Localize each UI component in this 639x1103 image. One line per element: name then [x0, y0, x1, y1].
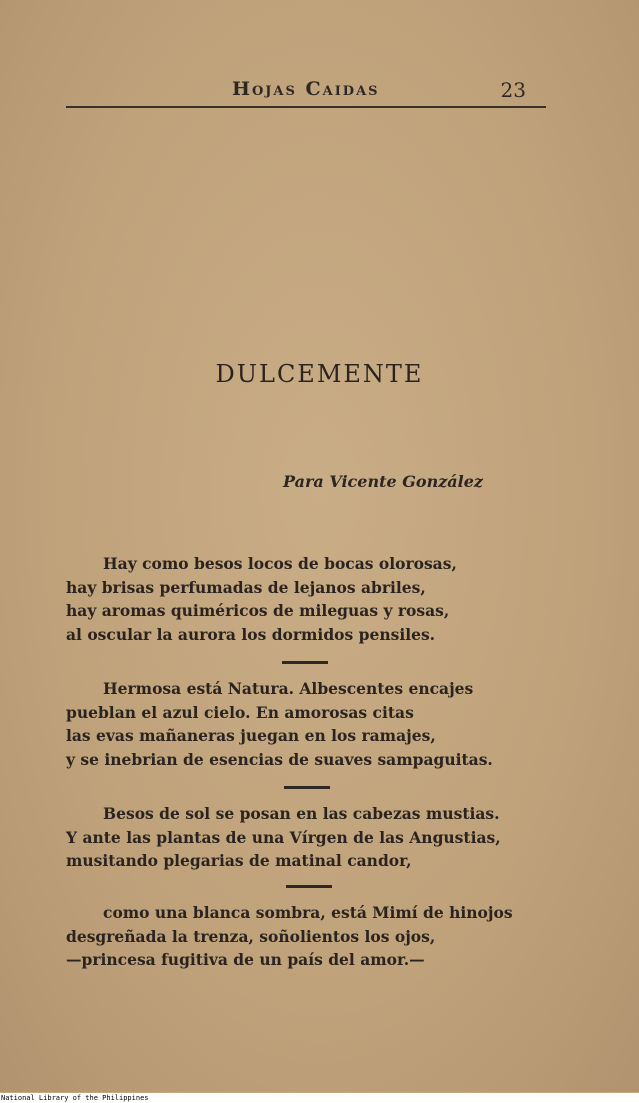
- verse-line: Hermosa está Natura. Albescentes encajes: [103, 679, 474, 698]
- verse-line: desgreñada la trenza, soñolientos los ojos,: [66, 926, 436, 946]
- verse-line: —princesa fugitiva de un país del amor.—: [66, 950, 425, 969]
- verse-line: las evas mañaneras juegan en los ramajes,: [66, 726, 436, 745]
- dedication: Para Vicente González: [283, 472, 484, 491]
- stanza-separator: [284, 786, 330, 789]
- verse-line: musitando plegarias de matinal candor,: [66, 851, 412, 870]
- verse-line: Hay como besos locos de bocas olorosas,: [103, 554, 457, 573]
- header-rule: [66, 106, 546, 108]
- verse-line: hay aromas quiméricos de mileguas y rosas,: [66, 601, 450, 620]
- verse-line: al oscular la aurora los dormidos pensiles.: [66, 624, 436, 644]
- footer-credit: National Library of the Philippines: [1, 1094, 149, 1102]
- verse-line: Besos de sol se posan en las cabezas mustias.: [103, 804, 500, 823]
- verse-line: pueblan el azul cielo. En amorosas citas: [66, 702, 414, 722]
- stanza-3: [66, 802, 546, 873]
- footer: [0, 1093, 639, 1103]
- verse-line: hay brisas perfumadas de lejanos abriles,: [66, 577, 426, 597]
- stanza-4: [66, 901, 546, 972]
- stanza-separator: [286, 885, 332, 888]
- page-header: [66, 78, 546, 104]
- verse-line: Y ante las plantas de una Vírgen de las Angustias,: [66, 827, 501, 847]
- verse-line: como una blanca sombra, está Mimí de hinojos: [103, 903, 513, 922]
- poem-title: DULCEMENTE: [215, 360, 424, 388]
- page-number: 23: [500, 78, 526, 102]
- running-title: Hojas Caidas: [232, 78, 380, 100]
- stanza-separator: [282, 661, 328, 664]
- stanza-2: [66, 677, 546, 771]
- stanza-1: [66, 552, 546, 646]
- verse-line: y se inebrian de esencias de suaves sampaguitas.: [66, 749, 493, 769]
